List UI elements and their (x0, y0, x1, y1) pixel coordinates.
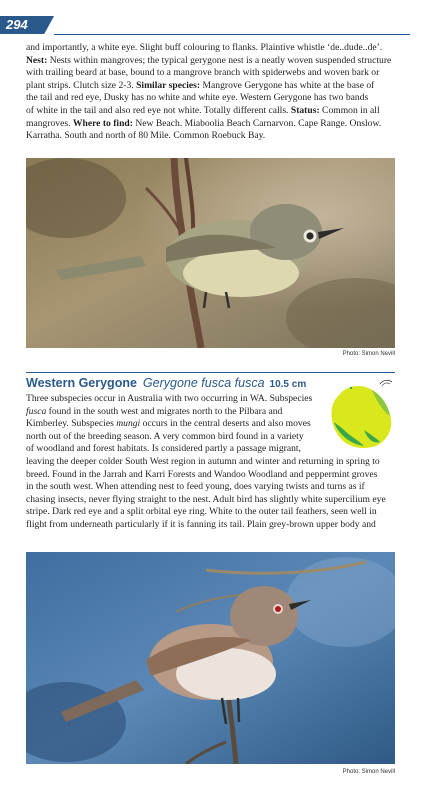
species-text-run: of woodland and forest habitats. Is considered partly a passage migrant, (26, 443, 301, 455)
species-description (26, 393, 395, 532)
previous-species-line (26, 105, 395, 118)
species-title (26, 376, 306, 390)
previous-species-text-run: the tail and red eye, Dusky has no white and white eye. Western Gerygone has two bands (26, 92, 369, 104)
species-text-run: fusca (26, 405, 47, 417)
species-line (26, 431, 395, 444)
species-size: 10.5 cm (269, 379, 307, 390)
previous-species-line (26, 80, 395, 93)
species-line (26, 494, 395, 507)
species-line (26, 469, 395, 482)
species-line (26, 519, 395, 532)
photo-credit: Photo: Simon Nevill (342, 351, 395, 357)
species-text-run: stripe. Dark red eye and a split orbital eye ring. White to the outer tail feathers, seen well in (26, 506, 377, 518)
species-text-run: mungi (116, 418, 141, 430)
bird-on-branch-image (26, 158, 395, 348)
previous-species-line (26, 67, 395, 80)
previous-species-text-run: mangroves. (26, 117, 73, 129)
previous-species-text (26, 42, 395, 143)
previous-species-text-run: Mangrove Gerygone has white at the base of (200, 79, 375, 91)
previous-species-line (26, 42, 395, 55)
species-text-run: Three subspecies occur in Australia with two occurring in WA. Subspecies (26, 393, 313, 404)
previous-species-line (26, 118, 395, 131)
species-common-name: Western Gerygone (26, 376, 137, 390)
previous-species-text-run: Similar species: (136, 79, 201, 91)
species-text-run: found in the south west and migrates north to the Pilbara and (46, 405, 283, 417)
species-line (26, 506, 395, 519)
previous-species-line (26, 130, 395, 143)
species-text-run: leaving the deeper colder South West region in autumn and winter and returning in spring to (26, 455, 380, 467)
species-line (26, 393, 395, 406)
photo-credit-2: Photo: Simon Nevill (342, 769, 395, 775)
species-line (26, 456, 395, 469)
previous-species-text-run: Nests within mangroves; the typical gerygone nest is a neatly woven suspended structure (47, 54, 392, 66)
page-header (0, 0, 425, 36)
previous-species-text-run: of white in the tail and also red eye not white. Totally different calls. (26, 104, 291, 116)
species-scientific-name: Gerygone fusca fusca (142, 376, 265, 390)
species-line (26, 418, 395, 431)
species-text-run: chasing insects, never flying straight to the nest. Adult bird has slightly white supercilium eye (26, 493, 386, 505)
western-gerygone-photo (26, 552, 395, 764)
mangrove-gerygone-photo (26, 158, 395, 348)
species-line (26, 406, 395, 419)
page-number: 294 (6, 17, 28, 32)
species-text-run: breed. Found in the Jarrah and Karri Forests and Wandoo Woodland and peppermint groves (26, 468, 378, 480)
previous-species-text-run: plant strips. Clutch size 2-3. (26, 79, 137, 91)
previous-species-text-run: Where to find: (72, 117, 133, 129)
previous-species-text-run: Karratha. South and north of 80 Mile. Common Roebuck Bay. (26, 130, 266, 142)
header-rule (54, 34, 410, 35)
previous-species-text-run: Status: (290, 104, 320, 116)
species-text-run: north out of the breeding season. A very common bird found in a variety (26, 430, 304, 442)
bird-on-twig-image (26, 552, 395, 764)
previous-species-line (26, 92, 395, 105)
species-line (26, 481, 395, 494)
previous-species-text-run: Common in all (319, 104, 380, 116)
previous-species-text-run: New Beach. Miaboolia Beach Carnarvon. Cape Range. Onslow. (132, 117, 382, 129)
species-text-run: Kimberley. Subspecies (26, 418, 117, 430)
species-line (26, 443, 395, 456)
previous-species-text-run: with trailing beard at base, bound to a mangrove branch with spiderwebs and woven bark or (26, 67, 380, 79)
species-text-run: occurs in the central deserts and also moves (140, 418, 311, 430)
species-text-run: in the south west. When attending nest to feed young, does varying twists and turns as if (26, 481, 365, 493)
previous-species-text-run: and importantly, a white eye. Slight buff colouring to flanks. Plaintive whistle ‘de..dude..de’. (26, 42, 383, 53)
previous-species-text-run: Nest: (26, 54, 48, 66)
species-text-run: flight from underneath particularly if it is fanning its tail. Plain grey-brown upper body and (26, 518, 376, 530)
previous-species-line (26, 55, 395, 68)
